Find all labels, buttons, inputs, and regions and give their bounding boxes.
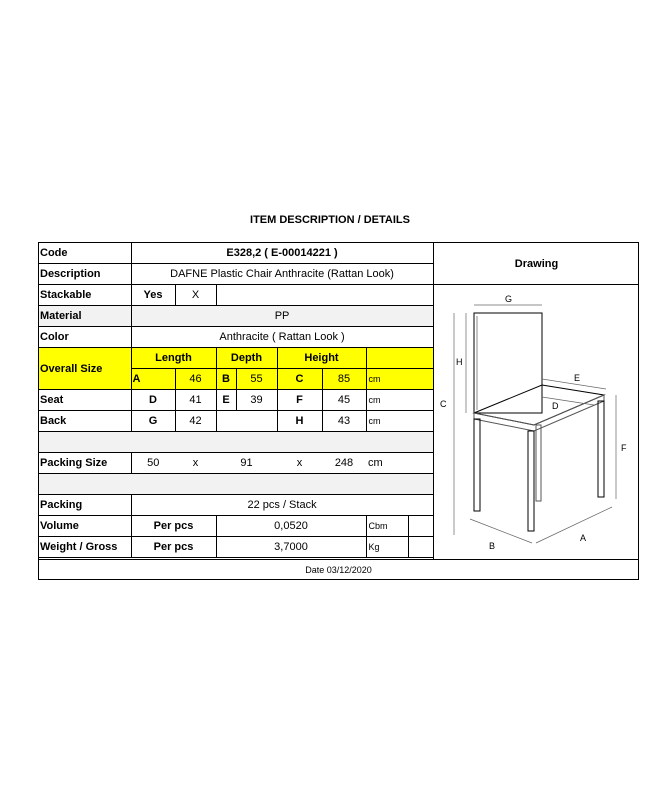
drawing-label-g: G	[505, 294, 513, 304]
weight-unit: Kg	[366, 537, 408, 558]
overall-size-label: Overall Size	[39, 348, 131, 390]
code-value: E328,2 ( E-00014221 )	[131, 243, 433, 264]
dim-value-c: 85	[322, 369, 366, 390]
volume-label: Volume	[39, 516, 131, 537]
weight-empty	[408, 537, 433, 558]
drawing-header: Drawing	[433, 243, 639, 285]
chair-leg-back-left	[536, 425, 541, 501]
color-value: Anthracite ( Rattan Look )	[131, 327, 433, 348]
dim-value-b: 55	[236, 369, 277, 390]
row-seat	[39, 390, 433, 411]
overall-size-head-empty	[366, 348, 433, 369]
chair-seat	[474, 385, 604, 425]
depth-header: Depth	[216, 348, 277, 369]
dim-letter-g: G	[131, 411, 175, 432]
dim-line-b	[470, 519, 532, 543]
page-title: ITEM DESCRIPTION / DETAILS	[250, 214, 410, 226]
volume-empty	[408, 516, 433, 537]
drawing-label-e: E	[574, 373, 581, 383]
weight-per: Per pcs	[131, 537, 216, 558]
height-header: Height	[277, 348, 366, 369]
drawing-label-a: A	[580, 533, 587, 543]
back-unit: cm	[366, 411, 433, 432]
packing-size-empty	[408, 453, 433, 474]
spacer-row	[39, 474, 433, 495]
spacer-row	[39, 432, 433, 453]
dim-letter-h: H	[277, 411, 322, 432]
dim-value-d: 41	[175, 390, 216, 411]
dim-letter-f: F	[277, 390, 322, 411]
material-label: Material	[39, 306, 131, 327]
row-volume	[39, 516, 433, 537]
dim-line-d	[542, 397, 594, 405]
chair-drawing	[434, 285, 639, 557]
row-stackable	[39, 285, 433, 306]
color-label: Color	[39, 327, 131, 348]
row-code	[39, 243, 433, 264]
packing-size-label: Packing Size	[39, 453, 131, 474]
material-value: PP	[131, 306, 433, 327]
back-empty	[216, 411, 277, 432]
dim-value-a: 46	[175, 369, 216, 390]
packing-height: 248	[322, 453, 366, 474]
drawing-area	[433, 285, 639, 559]
code-label: Code	[39, 243, 131, 264]
dim-value-e: 39	[236, 390, 277, 411]
row-spacer-1	[39, 432, 433, 453]
date-footer: Date 03/12/2020	[39, 559, 638, 579]
stackable-empty	[216, 285, 433, 306]
packing-size-unit: cm	[366, 453, 408, 474]
row-spacer-2	[39, 474, 433, 495]
row-packing-size	[39, 453, 433, 474]
dim-letter-c: C	[277, 369, 322, 390]
drawing-label-f: F	[621, 443, 627, 453]
stackable-mark: X	[175, 285, 216, 306]
chair-backrest	[474, 313, 542, 413]
dim-value-h: 43	[322, 411, 366, 432]
row-weight	[39, 537, 433, 558]
row-packing	[39, 495, 433, 516]
row-description	[39, 264, 433, 285]
chair-leg-back-right	[598, 401, 604, 497]
weight-value: 3,7000	[216, 537, 366, 558]
drawing-label-d: D	[552, 401, 559, 411]
spec-sheet	[38, 242, 639, 580]
dim-letter-d: D	[131, 390, 175, 411]
description-value: DAFNE Plastic Chair Anthracite (Rattan Look)	[131, 264, 433, 285]
row-material	[39, 306, 433, 327]
row-overall-size-head	[39, 348, 433, 369]
packing-value: 22 pcs / Stack	[131, 495, 433, 516]
volume-unit: Cbm	[366, 516, 408, 537]
packing-length: 50	[131, 453, 175, 474]
volume-per: Per pcs	[131, 516, 216, 537]
dim-line-a	[536, 507, 612, 543]
dim-letter-b: B	[216, 369, 236, 390]
weight-label: Weight / Gross	[39, 537, 131, 558]
back-label: Back	[39, 411, 131, 432]
stackable-label: Stackable	[39, 285, 131, 306]
row-color	[39, 327, 433, 348]
packing-label: Packing	[39, 495, 131, 516]
drawing-label-b: B	[489, 541, 496, 551]
volume-value: 0,0520	[216, 516, 366, 537]
dim-letter-a: A	[131, 369, 175, 390]
seat-label: Seat	[39, 390, 131, 411]
packing-sep-2: x	[277, 453, 322, 474]
dim-letter-e: E	[216, 390, 236, 411]
chair-leg-front-right	[528, 431, 534, 531]
length-header: Length	[131, 348, 216, 369]
row-back	[39, 411, 433, 432]
chair-leg-front-left	[474, 419, 480, 511]
dim-value-f: 45	[322, 390, 366, 411]
overall-size-unit: cm	[366, 369, 433, 390]
packing-width: 91	[216, 453, 277, 474]
packing-sep-1: x	[175, 453, 216, 474]
description-label: Description	[39, 264, 131, 285]
drawing-label-c: C	[440, 399, 447, 409]
stackable-value: Yes	[131, 285, 175, 306]
spec-table	[39, 243, 434, 558]
dim-value-g: 42	[175, 411, 216, 432]
seat-unit: cm	[366, 390, 433, 411]
drawing-label-h: H	[456, 357, 463, 367]
